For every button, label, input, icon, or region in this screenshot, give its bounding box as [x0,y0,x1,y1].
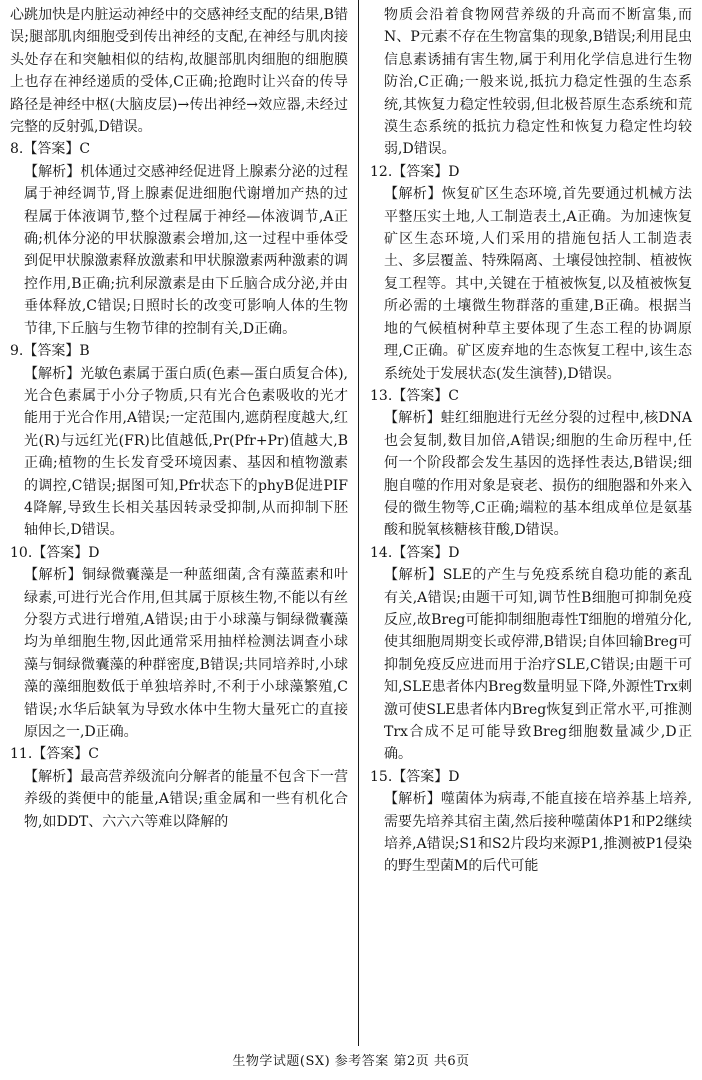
q11-continued-explanation: 物质会沿着食物网营养级的升高而不断富集,而N、P元素不存在生物富集的现象,B错误;利用昆虫信息素诱捕有害生物,属于利用化学信息进行生物防治,C正确;一般来说,抵抗力稳定性强的生态系统,其恢复力稳定性较弱,但北极苔原生态系统和荒漠生态系统的抵抗力稳定性和恢复力稳定性均较弱,D错误。 [384,7,692,158]
q12-explanation: 【解析】恢复矿区生态环境,首先要通过机械方法平整压实土地,人工制造表土,A正确。为加速恢复矿区生态环境,人们采用的措施包括人工制造表土、多层覆盖、特殊隔离、土壤侵蚀控制、植被恢复工程等。其中,关键在于植被恢复,以及植被恢复所必需的土壤微生物群落的重建,B正确。根据当地的气候植树种草主要体现了生态工程的协调原理,C正确。矿区废弃地的生态恢复工程中,该生态系统处于发展状态(发生演替),D错误。 [384,186,692,382]
column-divider [358,0,359,1046]
q15-explanation: 【解析】噬菌体为病毒,不能直接在培养基上培养,需要先培养其宿主菌,然后接种噬菌体P1和P2继续培养,A错误;S1和S2片段均来源P1,推测被P1侵染的野生型菌M的后代可能 [384,791,692,875]
q11-answer: 11.【答案】C [10,746,99,763]
q8-explanation: 【解析】机体通过交感神经促进肾上腺素分泌的过程属于神经调节,肾上腺素促进细胞代谢增加产热的过程属于体液调节,整个过程属于神经—体液调节,A正确;机体分泌的甲状腺激素会增加,这一过程中垂体受到促甲状腺激素释放激素和甲状腺激素两种激素的调控作用,B正确;抗利尿激素是由下丘脑合成分泌,并由垂体释放,C错误;日照时长的改变可影响人体的生物节律,下丘脑与生物节律的控制有关,D正确。 [24,163,348,337]
q14-explanation: 【解析】SLE的产生与免疫系统自稳功能的紊乱有关,A错误;由题干可知,调节性B细胞可抑制免疫反应,故Breg可能抑制细胞毒性T细胞的增殖分化,使其细胞周期变长或停滞,B错误;自体回输Breg可抑制免疫反应进而用于治疗SLE,C错误;由题干可知,SLE患者体内Breg数量明显下降,外源性Trx刺激可使SLE患者体内Breg恢复到正常水平,可推测Trx合成不足可能导致Breg细胞数量减少,D正确。 [384,567,692,763]
q11-explanation: 【解析】最高营养级流向分解者的能量不包含下一营养级的粪便中的能量,A错误;重金属和一些有机化合物,如DDT、六六六等难以降解的 [24,768,348,830]
q13-explanation: 【解析】蛙红细胞进行无丝分裂的过程中,核DNA也会复制,数目加倍,A错误;细胞的生命历程中,任何一个阶段都会发生基因的选择性表达,B错误;细胞自噬的作用对象是衰老、损伤的细胞器和外来入侵的微生物等,C正确;端粒的基本组成单位是氨基酸和脱氧核糖核苷酸,D错误。 [384,410,692,539]
q7-continued-explanation: 心跳加快是内脏运动神经中的交感神经支配的结果,B错误;腿部肌肉细胞受到传出神经的支配,在神经与肌肉接头处存在和突触相似的结构,故腿部肌肉细胞的细胞膜上也存在神经递质的受体,C正确;抢跑时让兴奋的传导路径是神经中枢(大脑皮层)→传出神经→效应器,未经过完整的反射弧,D错误。 [10,7,348,136]
q13-answer: 13.【答案】C [370,387,459,404]
q8-answer: 8.【答案】C [10,141,91,158]
q12-answer: 12.【答案】D [370,163,460,180]
left-column [10,4,348,833]
q10-answer: 10.【答案】D [10,544,100,561]
q14-answer: 14.【答案】D [370,544,460,561]
q10-explanation: 【解析】铜绿微囊藻是一种蓝细菌,含有藻蓝素和叶绿素,可进行光合作用,但其属于原核生物,不能以有丝分裂方式进行增殖,A错误;由于小球藻与铜绿微囊藻均为单细胞生物,因此通常采用抽样检测法调查小球藻与铜绿微囊藻的种群密度,B错误;共同培养时,小球藻的藻细胞数低于单独培养时,不利于小球藻繁殖,C错误;水华后缺氧为导致水体中生物大量死亡的直接原因之一,D正确。 [24,567,348,740]
q15-answer: 15.【答案】D [370,768,460,785]
q9-explanation: 【解析】光敏色素属于蛋白质(色素—蛋白质复合体),光合色素属于小分子物质,只有光合色素吸收的光才能用于光合作用,A错误;一定范围内,遮荫程度越大,红光(R)与远红光(FR)比值越低,Pr(Pfr+Pr)值越大,B正确;植物的生长发育受环境因素、基因和植物激素的调控,C错误;据图可知,Pfr状态下的phyB促进PIF4降解,导致生长相关基因转录受抑制,从而抑制下胚轴伸长,D错误。 [24,365,348,539]
q9-answer: 9.【答案】B [10,343,90,360]
page-footer: 生物学试题(SX) 参考答案 第2页 共6页 [232,1054,470,1069]
right-column [370,4,692,878]
